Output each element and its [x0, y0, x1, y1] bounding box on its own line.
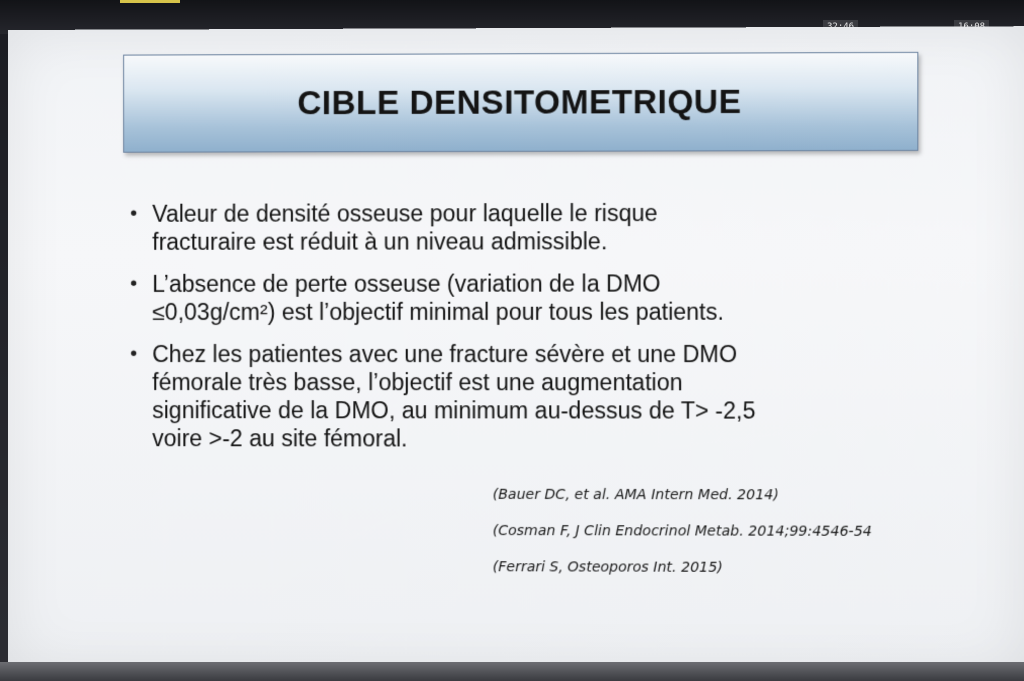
screen-bottom-edge: [0, 662, 1024, 681]
bullet-text: L’absence de perte osseuse (variation de la DMO ≤0,03g/cm²) est l’objectif minimal pour tous les patients.: [152, 270, 724, 325]
bullet-list: [126, 198, 915, 467]
bullet-marker: •: [130, 272, 138, 295]
bullet-marker: •: [130, 342, 138, 366]
reference-item: (Bauer DC, et al. AMA Intern Med. 2014): [492, 486, 779, 504]
bullet-item: [126, 198, 915, 255]
bullet-text: Valeur de densité osseuse pour laquelle le risque fracturaire est réduit à un niveau admissible.: [152, 199, 658, 255]
bullet-item: [126, 340, 915, 453]
references: [493, 487, 981, 597]
slide: [8, 26, 1024, 674]
slide-title: CIBLE DENSITOMETRIQUE: [297, 82, 742, 122]
bullet-marker: •: [130, 202, 138, 225]
reference-item: (Ferrari S, Osteoporos Int. 2015): [492, 559, 723, 576]
bullet-item: [126, 269, 915, 326]
top-accent-line: [120, 0, 180, 3]
bullet-text: Chez les patientes avec une fracture sévère et une DMO fémorale très basse, l’objectif est une augmentation significative de la DMO, au minimum au-dessus de T> -2,5 voire >-2 au site fémoral.: [152, 340, 756, 452]
slide-title-box: [123, 52, 918, 153]
reference-item: (Cosman F, J Clin Endocrinol Metab. 2014;99:4546-54: [492, 522, 872, 540]
